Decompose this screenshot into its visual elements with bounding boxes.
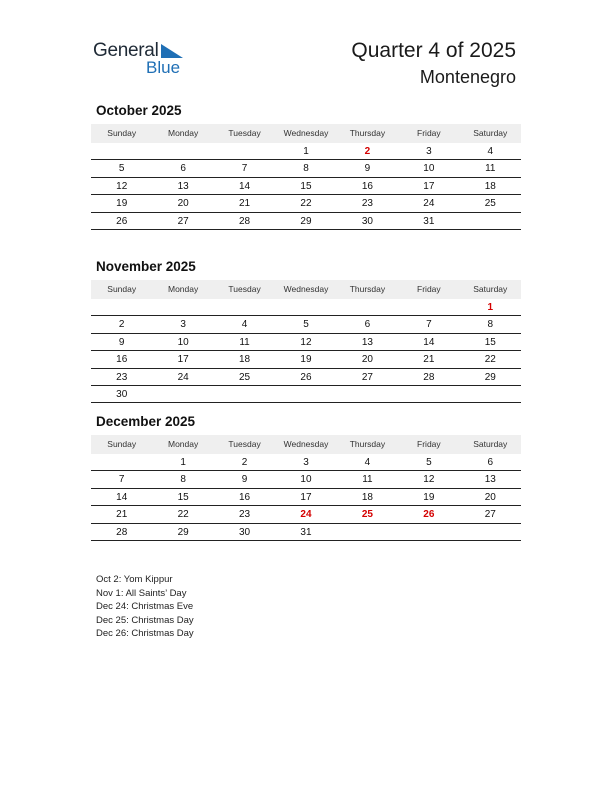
holiday-note: Dec 24: Christmas Eve (96, 601, 194, 613)
day-cell: 7 (398, 316, 459, 333)
day-cell: 27 (460, 506, 521, 523)
day-cell: 1 (460, 299, 521, 316)
calendar-grid (91, 124, 521, 230)
day-cell: 15 (152, 489, 213, 506)
day-cell: 5 (275, 316, 336, 333)
weekday-header: Wednesday (275, 435, 336, 454)
day-cell: 1 (275, 143, 336, 160)
day-cell (152, 386, 213, 403)
day-cell: 10 (398, 160, 459, 177)
day-cell (91, 143, 152, 160)
day-cell: 9 (337, 160, 398, 177)
day-cell: 29 (275, 213, 336, 230)
day-cell: 7 (214, 160, 275, 177)
day-cell: 9 (91, 334, 152, 351)
day-cell: 22 (460, 351, 521, 368)
day-cell: 14 (398, 334, 459, 351)
weekday-header: Friday (398, 280, 459, 299)
weekday-header: Thursday (337, 124, 398, 143)
weekday-header: Monday (152, 280, 213, 299)
weekday-header: Sunday (91, 124, 152, 143)
weekday-header: Saturday (460, 435, 521, 454)
day-cell: 13 (460, 471, 521, 488)
day-cell: 22 (152, 506, 213, 523)
day-cell: 18 (460, 178, 521, 195)
month-october (91, 102, 521, 230)
day-cell (460, 213, 521, 230)
day-cell: 10 (275, 471, 336, 488)
month-title: November 2025 (96, 259, 196, 274)
day-cell (214, 299, 275, 316)
day-cell: 16 (91, 351, 152, 368)
day-cell (337, 386, 398, 403)
weekday-header: Tuesday (214, 280, 275, 299)
weekday-header: Sunday (91, 280, 152, 299)
month-title: October 2025 (96, 103, 182, 118)
day-cell: 2 (214, 454, 275, 471)
day-cell: 8 (460, 316, 521, 333)
day-cell: 11 (337, 471, 398, 488)
day-cell: 21 (91, 506, 152, 523)
day-cell: 8 (152, 471, 213, 488)
day-cell: 4 (337, 454, 398, 471)
month-december (91, 413, 521, 541)
day-cell (152, 143, 213, 160)
day-cell (398, 386, 459, 403)
day-cell: 18 (214, 351, 275, 368)
day-cell: 5 (91, 160, 152, 177)
holiday-note: Dec 26: Christmas Day (96, 628, 194, 640)
day-cell (214, 386, 275, 403)
day-cell (91, 454, 152, 471)
day-cell: 21 (398, 351, 459, 368)
holiday-note: Nov 1: All Saints’ Day (96, 587, 187, 599)
day-cell (337, 299, 398, 316)
weekday-header: Sunday (91, 435, 152, 454)
page-title: Quarter 4 of 2025 (351, 39, 516, 62)
day-cell: 13 (337, 334, 398, 351)
day-cell: 20 (152, 195, 213, 212)
day-cell: 10 (152, 334, 213, 351)
day-cell: 5 (398, 454, 459, 471)
weekday-header: Tuesday (214, 124, 275, 143)
day-cell: 20 (460, 489, 521, 506)
day-cell: 17 (398, 178, 459, 195)
day-cell: 30 (214, 524, 275, 541)
day-cell: 17 (152, 351, 213, 368)
weekday-header: Monday (152, 124, 213, 143)
day-cell (398, 299, 459, 316)
day-cell: 28 (214, 213, 275, 230)
logo-text-general: General (93, 40, 159, 61)
calendar-grid (91, 435, 521, 541)
day-cell: 28 (91, 524, 152, 541)
day-cell (460, 386, 521, 403)
day-cell: 12 (398, 471, 459, 488)
day-cell: 29 (460, 369, 521, 386)
day-cell (460, 524, 521, 541)
weekday-header: Thursday (337, 280, 398, 299)
day-cell: 31 (275, 524, 336, 541)
day-cell: 13 (152, 178, 213, 195)
day-cell (214, 143, 275, 160)
day-cell: 29 (152, 524, 213, 541)
day-cell: 3 (275, 454, 336, 471)
day-cell: 11 (214, 334, 275, 351)
day-cell: 20 (337, 351, 398, 368)
holiday-note: Oct 2: Yom Kippur (96, 574, 173, 585)
weekday-header: Saturday (460, 280, 521, 299)
day-cell: 2 (91, 316, 152, 333)
day-cell: 31 (398, 213, 459, 230)
day-cell: 23 (337, 195, 398, 212)
triangle-flag-icon (161, 44, 183, 58)
day-cell: 2 (337, 143, 398, 160)
day-cell: 26 (398, 506, 459, 523)
day-cell: 12 (275, 334, 336, 351)
day-cell: 19 (275, 351, 336, 368)
country-name: Montenegro (419, 67, 516, 87)
day-cell: 25 (460, 195, 521, 212)
day-cell: 30 (91, 386, 152, 403)
day-cell: 11 (460, 160, 521, 177)
weekday-header: Wednesday (275, 280, 336, 299)
day-cell: 24 (398, 195, 459, 212)
weekday-header: Wednesday (275, 124, 336, 143)
day-cell: 14 (91, 489, 152, 506)
day-cell: 12 (91, 178, 152, 195)
weekday-header: Friday (398, 435, 459, 454)
day-cell: 24 (275, 506, 336, 523)
weekday-header: Tuesday (214, 435, 275, 454)
day-cell: 18 (337, 489, 398, 506)
day-cell: 27 (152, 213, 213, 230)
day-cell: 25 (214, 369, 275, 386)
day-cell: 30 (337, 213, 398, 230)
day-cell (152, 299, 213, 316)
day-cell: 4 (214, 316, 275, 333)
day-cell: 14 (214, 178, 275, 195)
calendar-grid (91, 280, 521, 403)
month-november (91, 258, 521, 403)
day-cell (398, 524, 459, 541)
header (351, 38, 516, 90)
day-cell: 24 (152, 369, 213, 386)
day-cell (275, 386, 336, 403)
holiday-note: Dec 25: Christmas Day (96, 614, 194, 626)
weekday-header: Friday (398, 124, 459, 143)
weekday-header: Monday (152, 435, 213, 454)
day-cell: 7 (91, 471, 152, 488)
holiday-notes (96, 573, 194, 641)
day-cell: 15 (460, 334, 521, 351)
day-cell: 8 (275, 160, 336, 177)
day-cell: 6 (460, 454, 521, 471)
day-cell: 25 (337, 506, 398, 523)
day-cell: 15 (275, 178, 336, 195)
weekday-header: Saturday (460, 124, 521, 143)
weekday-header: Thursday (337, 435, 398, 454)
day-cell: 19 (91, 195, 152, 212)
day-cell: 23 (91, 369, 152, 386)
day-cell: 26 (91, 213, 152, 230)
day-cell (337, 524, 398, 541)
day-cell (91, 299, 152, 316)
day-cell: 1 (152, 454, 213, 471)
generalblue-logo (93, 40, 193, 80)
day-cell: 16 (337, 178, 398, 195)
day-cell: 26 (275, 369, 336, 386)
logo-text-blue: Blue (146, 58, 181, 77)
day-cell: 3 (398, 143, 459, 160)
day-cell: 6 (152, 160, 213, 177)
day-cell: 28 (398, 369, 459, 386)
day-cell: 19 (398, 489, 459, 506)
month-title: December 2025 (96, 414, 196, 429)
day-cell: 4 (460, 143, 521, 160)
day-cell (275, 299, 336, 316)
day-cell: 23 (214, 506, 275, 523)
day-cell: 9 (214, 471, 275, 488)
day-cell: 27 (337, 369, 398, 386)
day-cell: 16 (214, 489, 275, 506)
day-cell: 17 (275, 489, 336, 506)
day-cell: 3 (152, 316, 213, 333)
day-cell: 6 (337, 316, 398, 333)
day-cell: 21 (214, 195, 275, 212)
day-cell: 22 (275, 195, 336, 212)
